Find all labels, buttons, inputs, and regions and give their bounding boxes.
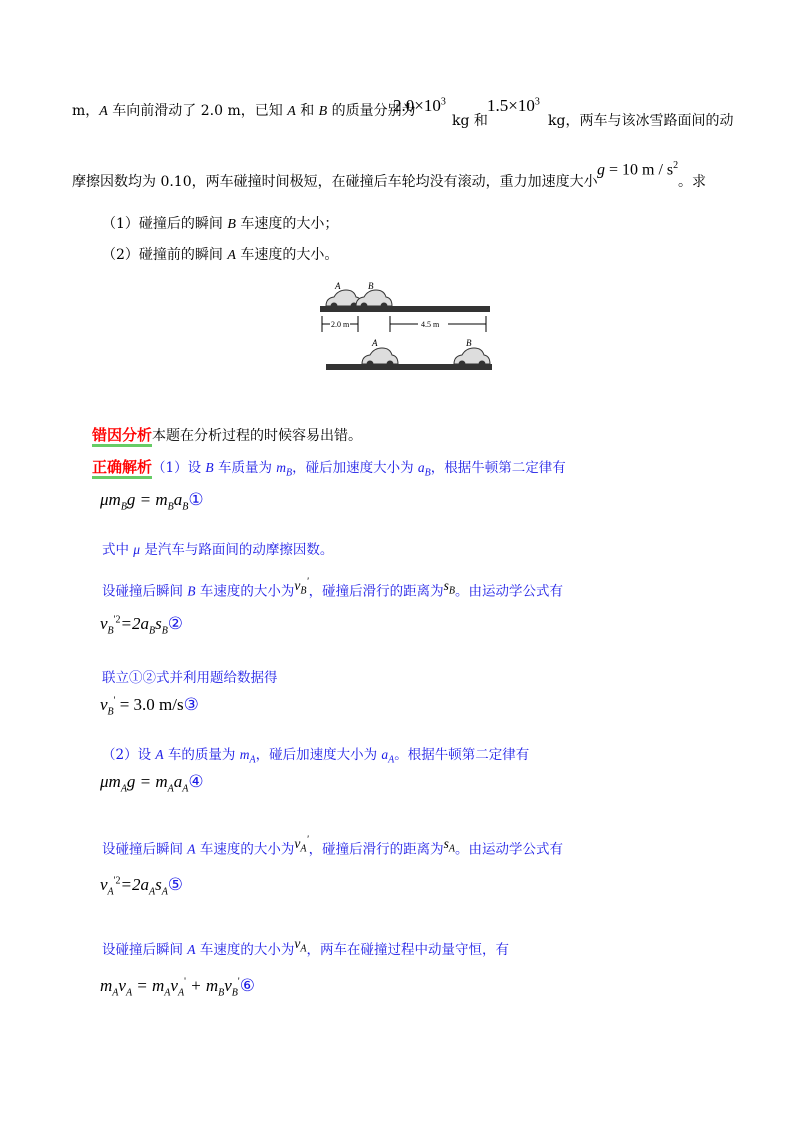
question-1: （1）碰撞后的瞬间 B 车速度的大小； xyxy=(102,216,339,232)
distance-label-2: 4.5 m xyxy=(421,320,440,329)
equation-4: $\mu m_Ag$ = $m_Aa_A④$ xyxy=(100,772,204,795)
bottom-road xyxy=(326,364,492,370)
label-a-top: A xyxy=(335,281,341,291)
equation-5: $v_A^{'2}=2a_As_A⑤$ xyxy=(100,875,184,898)
equation-3: $v_B' = 3.0$ m/s③ xyxy=(100,695,199,718)
solution-line-2: 式中 μ 是汽车与路面间的动摩擦因数。 xyxy=(102,542,334,558)
problem-line-2: 摩擦因数均为 0.10，两车碰撞时间极短，在碰撞后车轮均没有滚动，重力加速度大小 xyxy=(72,174,598,190)
equation-2: $v_B^{'2}=2a_Bs_B②$ xyxy=(100,614,184,637)
mass-a-value: $2.0\times 10^3$ xyxy=(393,96,446,115)
solution-line-3: 设碰撞后瞬间 B 车速度的大小为$v_B'$，碰撞后滑行的距离为$s_B$。由运动学公式有 xyxy=(102,576,563,600)
solution-line-7: 设碰撞后瞬间 A 车速度的大小为$v_A$，两车在碰撞过程中动量守恒，有 xyxy=(102,936,509,958)
solution-tag: 正确解析 xyxy=(92,458,152,479)
question-2: （2）碰撞前的瞬间 A 车速度的大小。 xyxy=(102,247,339,263)
label-b-bottom: B xyxy=(466,338,472,348)
mass-unit-kg-tail: kg，两车与该冰雪路面间的动 xyxy=(548,113,734,129)
equation-6: $m_Av_A = m_Av_A'$ + $m_Bv_B'⑥$ xyxy=(100,976,255,999)
solution-line-6: 设碰撞后瞬间 A 车速度的大小为$v_A'$，碰撞后滑行的距离为$s_A$。由运动学公式有 xyxy=(102,834,563,858)
collision-figure xyxy=(318,280,496,374)
top-road xyxy=(320,306,490,312)
error-analysis-tag: 错因分析 xyxy=(92,426,152,447)
label-b-top: B xyxy=(368,281,374,291)
distance-label-1: 2.0 m xyxy=(331,320,350,329)
solution-line-5: （2）设 A 车的质量为 $m_A$，碰后加速度大小为 $a_A$。根据牛顿第二定律有 xyxy=(102,747,530,766)
mass-b-value: $1.5\times 10^3$ xyxy=(487,96,540,115)
solution-line-1: 正确解析（1）设 B 车质量为 $m_B$，碰后加速度大小为 $a_B$，根据牛顿第二定律有 xyxy=(92,458,566,479)
equation-1: $\mu m_Bg$ = $m_Ba_B①$ xyxy=(100,490,204,513)
label-a-bottom: A xyxy=(372,338,378,348)
gravity-equation: g = 10 m / $s^2$ xyxy=(597,160,679,179)
error-analysis xyxy=(92,424,362,445)
mass-unit-kg-and: kg 和 xyxy=(452,113,488,129)
error-analysis-text: 本题在分析过程的时候容易出错。 xyxy=(152,428,363,444)
problem-line-2-tail: 。求 xyxy=(678,174,706,190)
problem-line-1: m，A 车向前滑动了 2.0 m，已知 A 和 B 的质量分别为 xyxy=(72,103,416,119)
solution-line-4: 联立①②式并利用题给数据得 xyxy=(102,670,278,686)
